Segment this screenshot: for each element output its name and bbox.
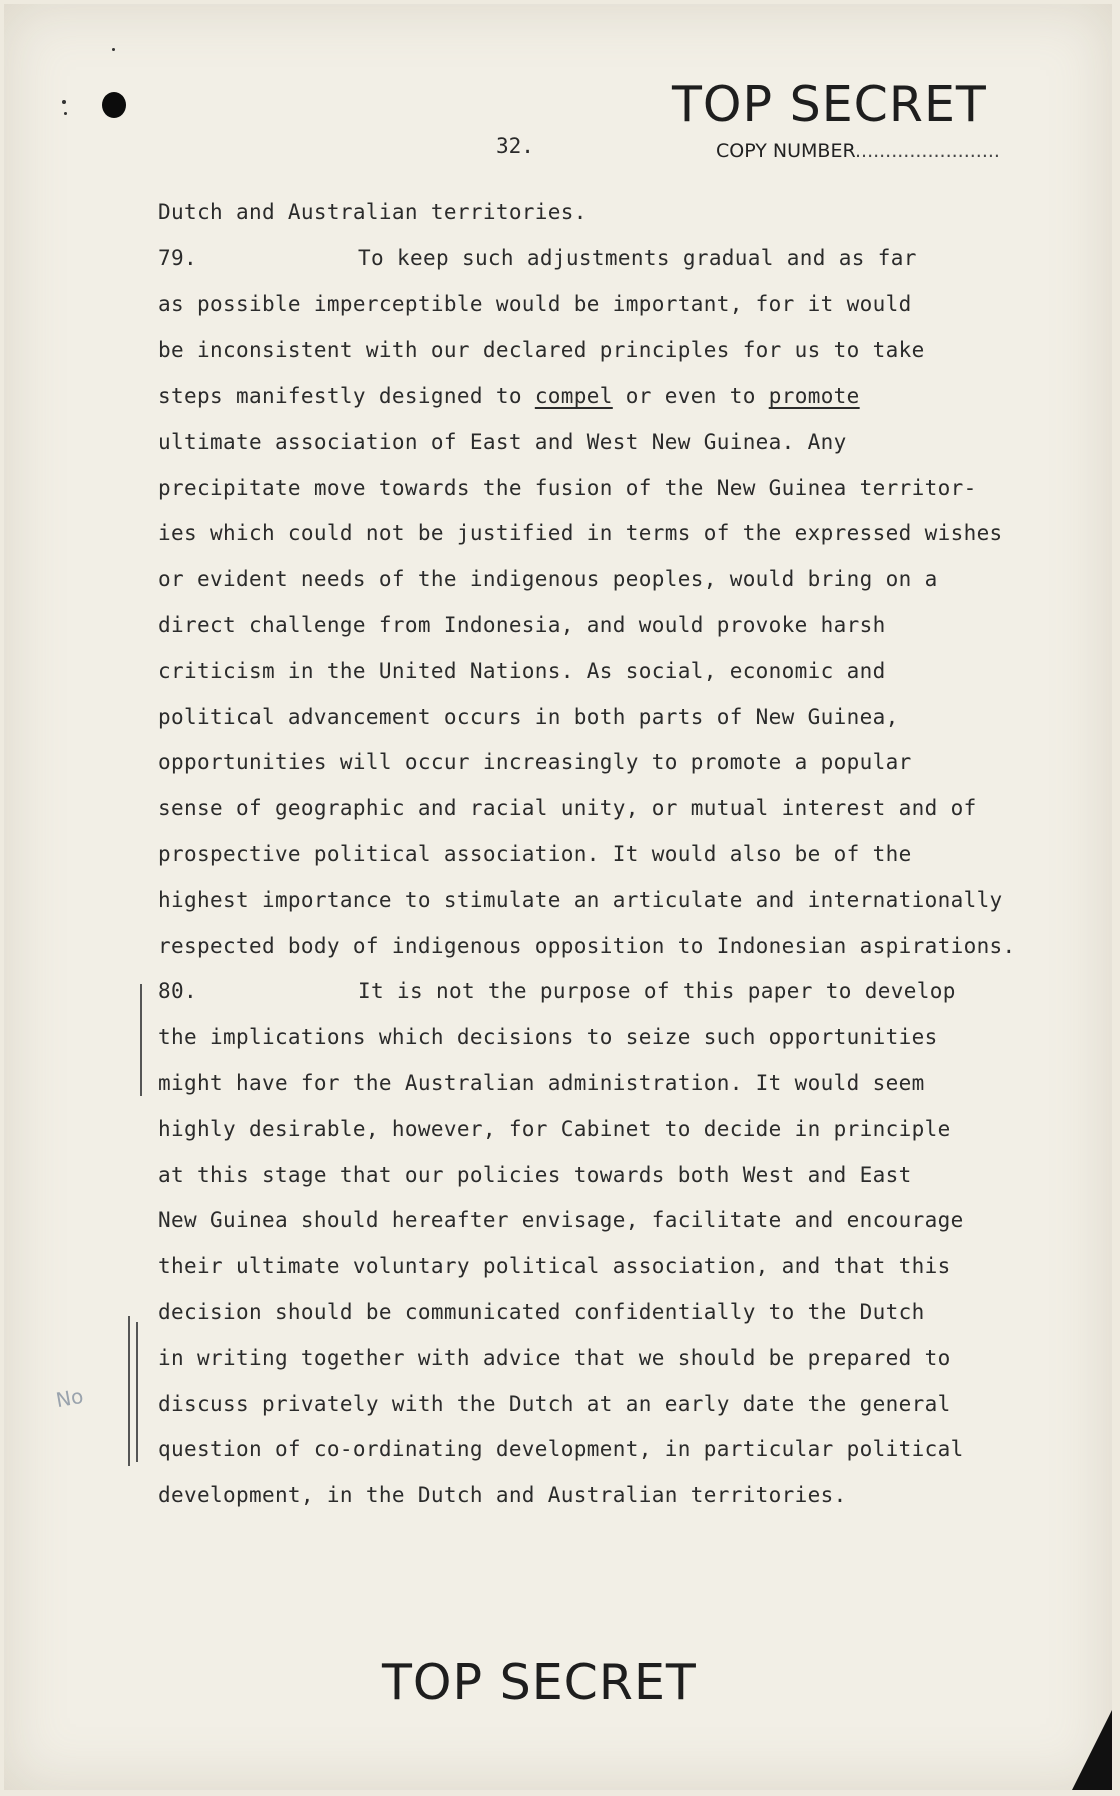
underlined-word-promote: promote [768, 384, 860, 408]
text-line: their ultimate voluntary political association, and that this [158, 1254, 951, 1278]
text-line: It is not the purpose of this paper to develop [358, 979, 956, 1003]
text-line: at this stage that our policies towards both West and East [158, 1163, 912, 1187]
text-line: might have for the Australian administration. It would seem [158, 1071, 925, 1095]
page-number: 32. [496, 134, 534, 158]
text-line: New Guinea should hereafter envisage, facilitate and encourage [158, 1208, 964, 1232]
text-line: ies which could not be justified in terms of the expressed wishes [158, 521, 1003, 545]
text-line: as possible imperceptible would be important, for it would [158, 292, 912, 316]
text-line: criticism in the United Nations. As social, economic and [158, 659, 886, 683]
text-line: development, in the Dutch and Australian territories. [158, 1483, 847, 1507]
text-line: To keep such adjustments gradual and as far [358, 246, 917, 270]
text-line: or evident needs of the indigenous peoples, would bring on a [158, 567, 938, 591]
document-page [4, 4, 1112, 1790]
text-line: respected body of indigenous opposition to Indonesian aspirations. [158, 934, 1016, 958]
paragraph-79-first-line [158, 246, 917, 270]
text-line: in writing together with advice that we should be prepared to [158, 1346, 951, 1370]
classification-stamp-top: TOP SECRET [672, 76, 987, 133]
speck [62, 100, 66, 104]
copy-number-label: COPY NUMBER [716, 140, 855, 162]
text-line: Dutch and Australian territories. [158, 200, 587, 224]
text-line: highest importance to stimulate an articulate and internationally [158, 888, 1003, 912]
text-line: political advancement occurs in both parts of New Guinea, [158, 705, 899, 729]
paragraph-80-first-line [158, 979, 956, 1003]
text-fragment: steps manifestly designed to [158, 384, 522, 408]
text-line: discuss privately with the Dutch at an early date the general [158, 1392, 951, 1416]
text-line: ultimate association of East and West New Guinea. Any [158, 430, 847, 454]
speck [64, 112, 67, 115]
paragraph-number-80: 80. [158, 979, 197, 1003]
text-line: direct challenge from Indonesia, and would provoke harsh [158, 613, 886, 637]
text-line: sense of geographic and racial unity, or mutual interest and of [158, 796, 977, 820]
text-fragment: or even to [625, 384, 756, 408]
underlined-word-compel: compel [534, 384, 613, 408]
text-line: decision should be communicated confidentially to the Dutch [158, 1300, 925, 1324]
margin-sideline-mark [136, 1322, 138, 1462]
corner-fold [1072, 1710, 1112, 1790]
speck [112, 48, 115, 51]
text-line: opportunities will occur increasingly to promote a popular [158, 750, 912, 774]
margin-sideline-mark [140, 984, 142, 1096]
text-line: be inconsistent with our declared principles for us to take [158, 338, 925, 362]
text-line: precipitate move towards the fusion of the New Guinea territor- [158, 476, 977, 500]
punch-hole [102, 92, 126, 118]
copy-number-blank: ........................ [854, 140, 1000, 162]
text-line: the implications which decisions to seize such opportunities [158, 1025, 938, 1049]
text-line: prospective political association. It would also be of the [158, 842, 912, 866]
text-line: highly desirable, however, for Cabinet to decide in principle [158, 1117, 951, 1141]
margin-sideline-mark [128, 1316, 130, 1466]
copy-number-line [716, 140, 1000, 162]
paragraph-number-79: 79. [158, 246, 197, 270]
text-line-underlined [158, 384, 860, 408]
text-line: question of co-ordinating development, in particular political [158, 1437, 964, 1461]
classification-stamp-bottom: TOP SECRET [382, 1654, 697, 1711]
margin-initial: No [54, 1383, 86, 1413]
